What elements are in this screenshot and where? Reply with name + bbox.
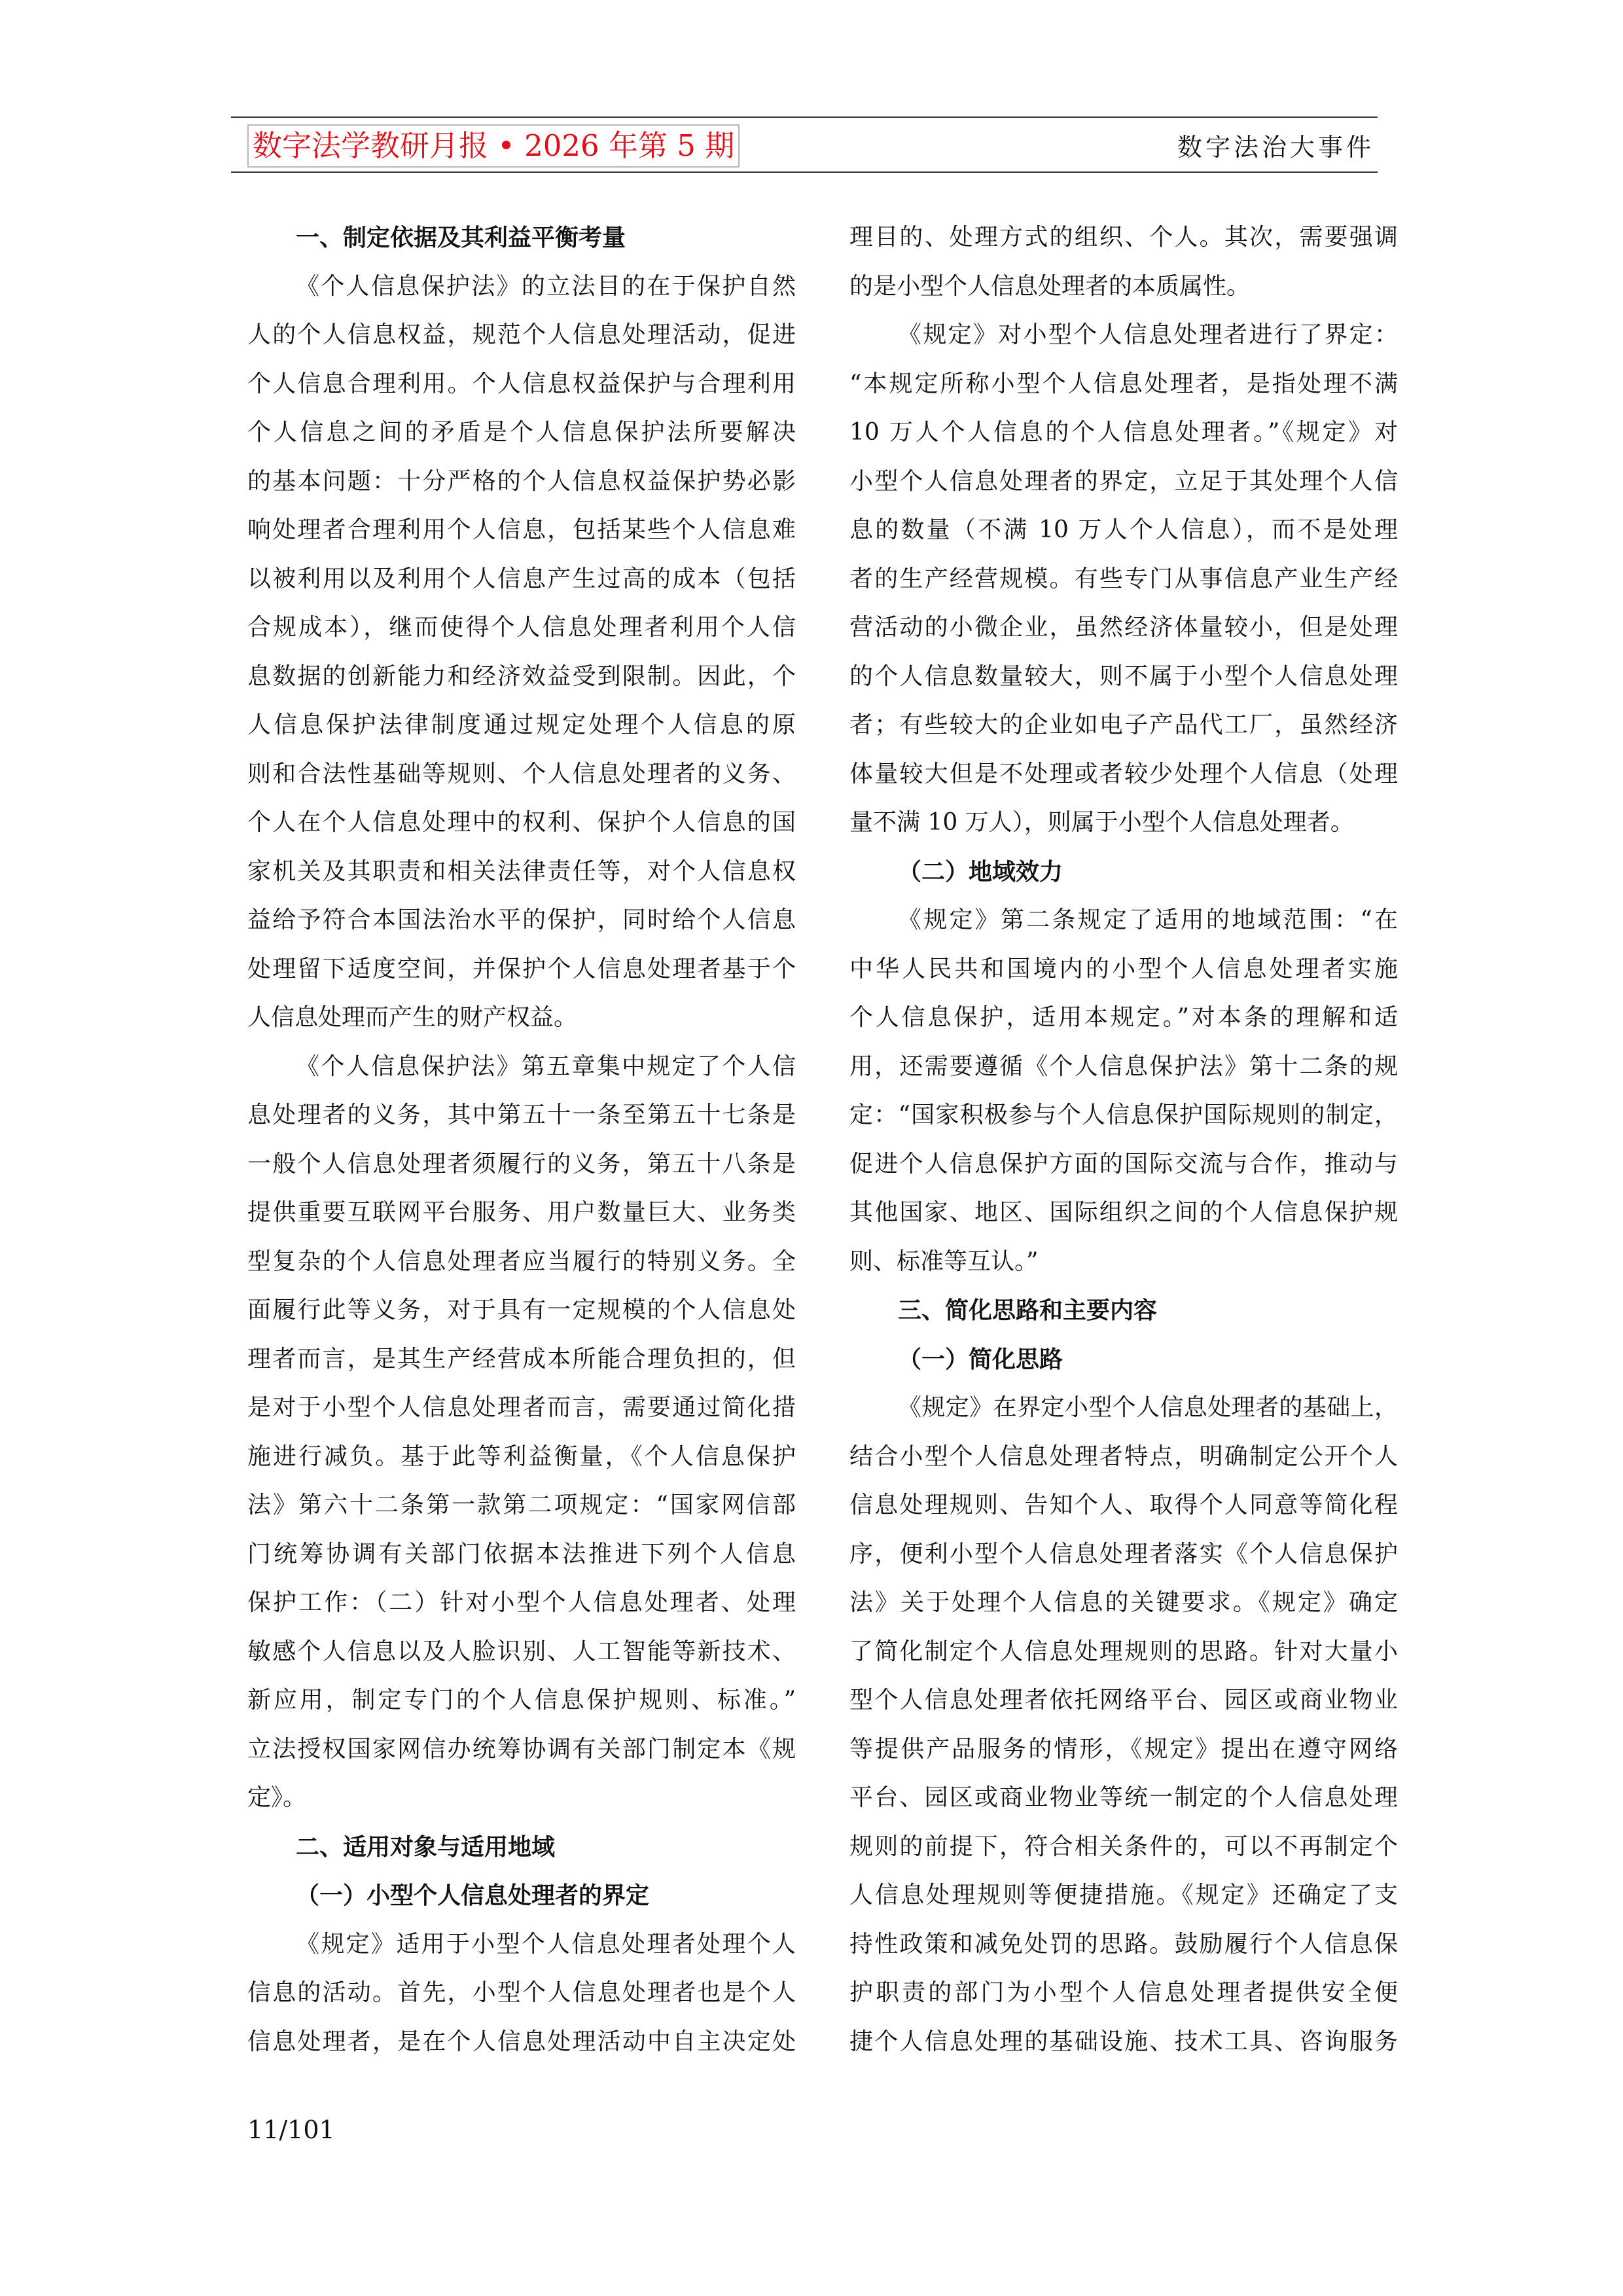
text-line: 结合小型个人信息处理者特点，明确制定公开个人	[849, 1443, 1398, 1470]
journal-issue-header: 数字法学教研月报 • 2026 年第 5 期	[247, 124, 740, 168]
text-line: 响处理者合理利用个人信息，包括某些个人信息难	[247, 516, 796, 543]
text-line: 息处理者的义务，其中第五十一条至第五十七条是	[247, 1102, 796, 1128]
text-line: 施进行减负。基于此等利益衡量，《个人信息保护	[247, 1443, 796, 1470]
text-line: 型个人信息处理者依托网络平台、园区或商业物业	[849, 1687, 1398, 1713]
text-line: 捷个人信息处理的基础设施、技术工具、咨询服务	[849, 2028, 1398, 2055]
text-line: 理者而言，是其生产经营成本所能合理负担的，但	[247, 1345, 796, 1372]
text-line: 护职责的部门为小型个人信息处理者提供安全便	[849, 1979, 1398, 2006]
paragraph-first-line: 《规定》适用于小型个人信息处理者处理个人	[296, 1930, 796, 1958]
section-heading: 一、制定依据及其利益平衡考量	[296, 224, 626, 251]
text-line: 的基本问题：十分严格的个人信息权益保护势必影	[247, 467, 796, 495]
paragraph-first-line: 《规定》对小型个人信息处理者进行了界定：	[898, 321, 1398, 348]
text-line: 理目的、处理方式的组织、个人。其次，需要强调	[849, 224, 1398, 251]
paragraph-last-line: 则、标准等互认。”	[849, 1247, 1039, 1275]
section-heading: 二、适用对象与适用地域	[296, 1833, 556, 1861]
text-line: 个人信息合理利用。个人信息权益保护与合理利用	[247, 370, 796, 397]
paragraph-first-line: 《规定》在界定小型个人信息处理者的基础上，	[898, 1394, 1398, 1421]
text-line: 息的数量（不满 10 万人个人信息），而不是处理	[849, 516, 1398, 543]
text-line: 立法授权国家网信办统筹协调有关部门制定本《规	[247, 1735, 796, 1763]
text-line: 合规成本），继而使得个人信息处理者利用个人信	[247, 614, 796, 641]
text-line: 则和合法性基础等规则、个人信息处理者的义务、	[247, 760, 796, 787]
text-line: 小型个人信息处理者的界定，立足于其处理个人信	[849, 467, 1398, 495]
text-line: 门统筹协调有关部门依据本法推进下列个人信息	[247, 1540, 796, 1568]
text-line: 等提供产品服务的情形，《规定》提出在遵守网络	[849, 1735, 1398, 1763]
text-line: 持性政策和减免处罚的思路。鼓励履行个人信息保	[849, 1930, 1398, 1958]
text-line: 保护工作：（二）针对小型个人信息处理者、处理	[247, 1589, 796, 1616]
header-top-rule	[231, 117, 1378, 118]
text-line: 一般个人信息处理者须履行的义务，第五十八条是	[247, 1150, 796, 1177]
text-line: 信息处理者，是在个人信息处理活动中自主决定处	[247, 2028, 796, 2055]
text-line: 面履行此等义务，对于具有一定规模的个人信息处	[247, 1297, 796, 1323]
text-line: 用，还需要遵循《个人信息保护法》第十二条的规	[849, 1052, 1398, 1080]
left-column	[247, 213, 796, 2066]
section-heading: （一）简化思路	[898, 1345, 1063, 1373]
text-line: 10 万人个人信息的个人信息处理者。”《规定》对	[849, 419, 1398, 446]
text-line: 序，便利小型个人信息处理者落实《个人信息保护	[849, 1540, 1398, 1568]
text-line: 营活动的小微企业，虽然经济体量较小，但是处理	[849, 614, 1398, 641]
text-line: 的个人信息数量较大，则不属于小型个人信息处理	[849, 662, 1398, 690]
text-line: 中华人民共和国境内的小型个人信息处理者实施	[849, 955, 1398, 982]
text-line: 息数据的创新能力和经济效益受到限制。因此，个	[247, 662, 796, 690]
text-line: 者的生产经营规模。有些专门从事信息产业生产经	[849, 565, 1398, 592]
text-line: 个人信息之间的矛盾是个人信息保护法所要解决	[247, 419, 796, 446]
section-heading: （一）小型个人信息处理者的界定	[296, 1882, 650, 1909]
text-line: 敏感个人信息以及人脸识别、人工智能等新技术、	[247, 1638, 796, 1665]
text-line: “本规定所称小型个人信息处理者，是指处理不满	[849, 370, 1398, 397]
text-line: 是对于小型个人信息处理者而言，需要通过简化措	[247, 1394, 796, 1421]
text-line: 型复杂的个人信息处理者应当履行的特别义务。全	[247, 1247, 796, 1275]
text-line: 个人信息保护，适用本规定。”对本条的理解和适	[849, 1004, 1398, 1031]
right-column	[849, 213, 1398, 2066]
text-line: 体量较大但是不处理或者较少处理个人信息（处理	[849, 760, 1398, 787]
page-number: 11/101	[247, 2115, 335, 2144]
paragraph-first-line: 《规定》第二条规定了适用的地域范围：“在	[898, 906, 1398, 933]
text-line: 信息的活动。首先，小型个人信息处理者也是个人	[247, 1979, 796, 2006]
section-heading: （二）地域效力	[898, 857, 1063, 886]
text-line: 规则的前提下，符合相关条件的，可以不再制定个	[849, 1833, 1398, 1860]
text-line: 平台、园区或商业物业等统一制定的个人信息处理	[849, 1784, 1398, 1811]
section-heading: 三、简化思路和主要内容	[898, 1297, 1158, 1324]
section-header: 数字法治大事件	[1177, 133, 1374, 162]
paragraph-last-line: 的是小型个人信息处理者的本质属性。	[849, 272, 1251, 300]
text-line: 以被利用以及利用个人信息产生过高的成本（包括	[247, 565, 796, 592]
paragraph-last-line: 定》。	[247, 1784, 307, 1811]
paragraph-first-line: 《个人信息保护法》的立法目的在于保护自然	[296, 272, 796, 300]
paragraph-first-line: 《个人信息保护法》第五章集中规定了个人信	[296, 1052, 796, 1080]
text-line: 人的个人信息权益，规范个人信息处理活动，促进	[247, 321, 796, 348]
text-line: 家机关及其职责和相关法律责任等，对个人信息权	[247, 857, 796, 885]
text-line: 者；有些较大的企业如电子产品代工厂，虽然经济	[849, 711, 1398, 738]
text-line: 定：“国家积极参与个人信息保护国际规则的制定，	[849, 1102, 1398, 1128]
text-line: 新应用，制定专门的个人信息保护规则、标准。”	[247, 1687, 796, 1713]
header-bottom-rule	[231, 171, 1378, 173]
text-line: 益给予符合本国法治水平的保护，同时给个人信息	[247, 906, 796, 933]
text-line: 提供重要互联网平台服务、用户数量巨大、业务类	[247, 1199, 796, 1226]
text-line: 人信息保护法律制度通过规定处理个人信息的原	[247, 711, 796, 738]
paragraph-last-line: 量不满 10 万人），则属于小型个人信息处理者。	[849, 809, 1354, 836]
text-line: 处理留下适度空间，并保护个人信息处理者基于个	[247, 955, 796, 982]
text-line: 促进个人信息保护方面的国际交流与合作，推动与	[849, 1150, 1398, 1177]
text-line: 法》第六十二条第一款第二项规定：“国家网信部	[247, 1492, 796, 1518]
text-line: 人信息处理规则等便捷措施。《规定》还确定了支	[849, 1882, 1398, 1909]
text-line: 了简化制定个人信息处理规则的思路。针对大量小	[849, 1638, 1398, 1665]
text-line: 其他国家、地区、国际组织之间的个人信息保护规	[849, 1199, 1398, 1226]
paragraph-last-line: 人信息处理而产生的财产权益。	[247, 1004, 578, 1031]
text-line: 个人在个人信息处理中的权利、保护个人信息的国	[247, 809, 796, 836]
text-line: 信息处理规则、告知个人、取得个人同意等简化程	[849, 1492, 1398, 1518]
text-line: 法》关于处理个人信息的关键要求。《规定》确定	[849, 1589, 1398, 1616]
